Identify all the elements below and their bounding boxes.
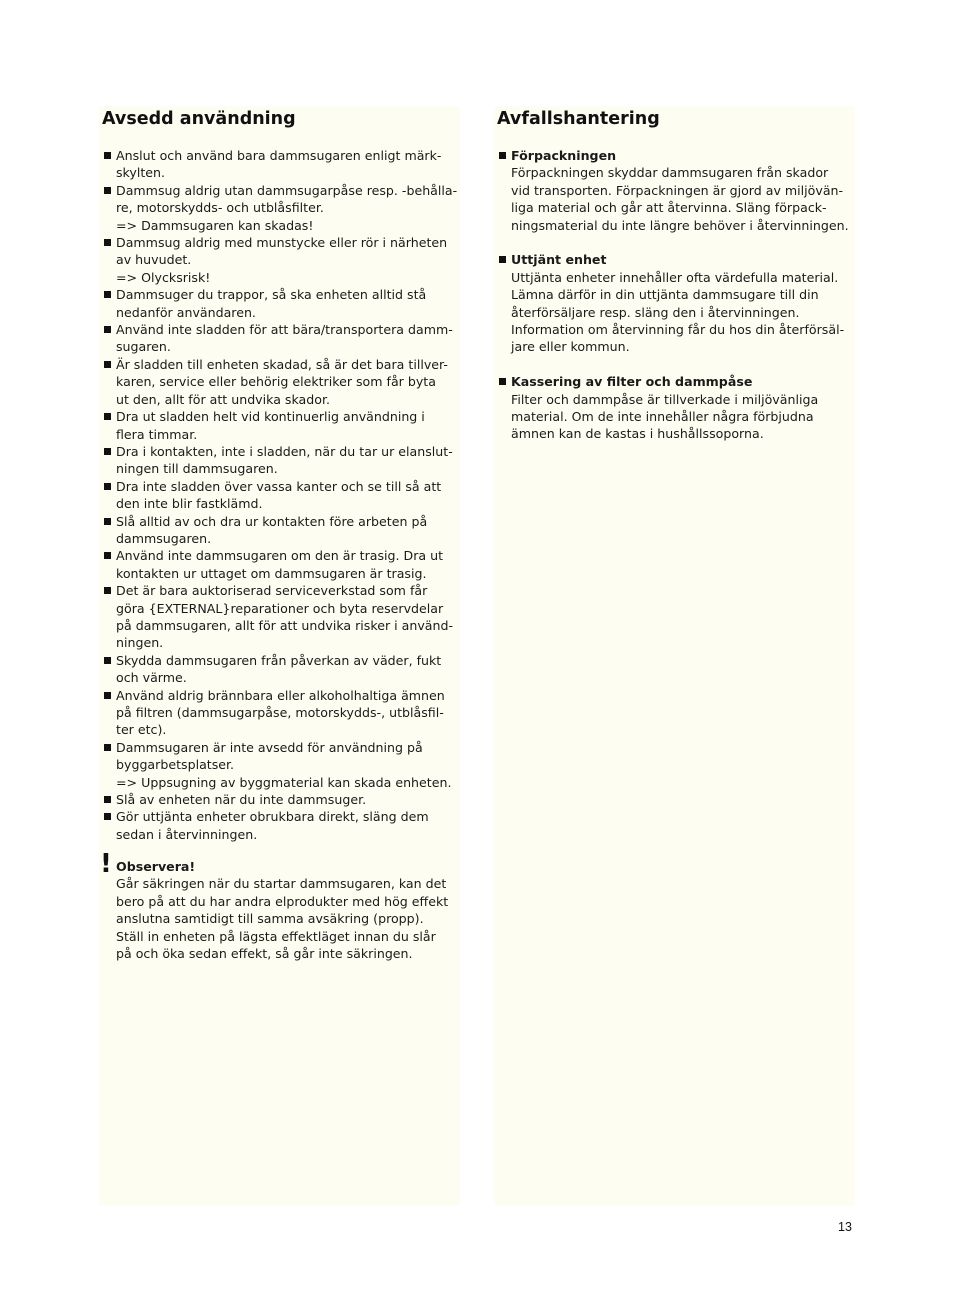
- list-item-text: och värme.: [116, 670, 187, 686]
- left-column: [99, 106, 460, 1206]
- list-item-text: Anslut och använd bara dammsugaren enligt märk-: [116, 148, 442, 163]
- exclamation-icon: !: [100, 849, 112, 879]
- list-item-text: Gör uttjänta enheter obrukbara direkt, släng dem: [116, 809, 429, 825]
- square-bullet-icon: [499, 256, 506, 263]
- list-item-text: => Uppsugning av byggmaterial kan skada enheten.: [116, 774, 452, 790]
- page-number: 13: [838, 1220, 852, 1234]
- section-title-waste-handling: Avfallshantering: [497, 109, 660, 129]
- list-item: [116, 147, 466, 182]
- square-bullet-icon: [104, 187, 111, 194]
- square-bullet-icon: [104, 813, 111, 820]
- list-item-text: sedan i återvinningen.: [116, 826, 258, 842]
- square-bullet-icon: [104, 587, 111, 594]
- list-item-text: skylten.: [116, 165, 166, 181]
- list-item-text: Använd inte sladden för att bära/transportera damm-: [116, 322, 453, 338]
- square-bullet-icon: [104, 152, 111, 159]
- list-item-text: på filtren (dammsugarpåse, motorskydds-, utblåsfil-: [116, 705, 444, 720]
- list-item-text: vid transporten. Förpackningen är gjord av miljövän-: [511, 182, 844, 198]
- list-item: [511, 147, 861, 234]
- list-item-text: Dra inte sladden över vassa kanter och se till så att: [116, 478, 442, 494]
- list-item: [116, 234, 466, 286]
- list-item: [116, 286, 466, 321]
- list-item: [116, 478, 466, 513]
- list-item-text: kontakten ur uttaget om dammsugaren är trasig.: [116, 565, 427, 581]
- list-item-text: Dra ut sladden helt vid kontinuerlig användning i: [116, 409, 425, 425]
- square-bullet-icon: [104, 239, 111, 246]
- list-item-text: Uttjänta enheter innehåller ofta värdefulla material.: [511, 269, 839, 285]
- square-bullet-icon: [104, 483, 111, 490]
- list-item: [116, 582, 466, 652]
- list-item-text: ningen.: [116, 635, 164, 651]
- list-item-heading: Kassering av filter och dammpåse: [511, 374, 753, 390]
- list-item-text: på dammsugaren, allt för att undvika risker i använd-: [116, 617, 454, 633]
- safety-instructions-list: [116, 147, 466, 843]
- observe-text-line: på och öka sedan effekt, så går inte säkringen.: [116, 946, 413, 962]
- list-item: [511, 373, 861, 443]
- list-item-text: Information om återvinning får du hos din återförsäl-: [511, 322, 845, 338]
- list-item-text: Dammsugaren är inte avsedd för användning på: [116, 739, 423, 755]
- list-item: [116, 182, 466, 234]
- square-bullet-icon: [104, 552, 111, 559]
- list-item-text: sugaren.: [116, 339, 171, 355]
- list-item-text: Slå av enheten när du inte dammsuger.: [116, 792, 367, 808]
- square-bullet-icon: [104, 692, 111, 699]
- list-item-text: den inte blir fastklämd.: [116, 496, 263, 512]
- waste-handling-list: [511, 147, 861, 460]
- square-bullet-icon: [104, 326, 111, 333]
- list-item-text: => Olycksrisk!: [116, 269, 211, 285]
- square-bullet-icon: [104, 413, 111, 420]
- list-item: [116, 356, 466, 408]
- square-bullet-icon: [104, 291, 111, 298]
- list-item: [511, 251, 861, 355]
- list-item-text: Använd aldrig brännbara eller alkoholhaltiga ämnen: [116, 687, 445, 703]
- list-item-text: av huvudet.: [116, 252, 192, 268]
- list-item-text: göra {EXTERNAL}reparationer och byta reservdelar: [116, 600, 444, 616]
- list-item-text: => Dammsugaren kan skadas!: [116, 217, 314, 233]
- list-item-text: Använd inte dammsugaren om den är trasig. Dra ut: [116, 548, 444, 564]
- list-item-heading: Uttjänt enhet: [511, 252, 607, 268]
- list-item-text: ämnen kan de kastas i hushållssoporna.: [511, 426, 764, 442]
- list-item-text: karen, service eller behörig elektriker som får byta: [116, 374, 436, 390]
- list-item-text: Dammsug aldrig med munstycke eller rör i närheten: [116, 235, 448, 251]
- list-item-text: flera timmar.: [116, 426, 198, 442]
- list-item-text: Är sladden till enheten skadad, så är det bara tillver-: [116, 356, 448, 372]
- square-bullet-icon: [499, 378, 506, 385]
- list-item: [116, 791, 466, 808]
- square-bullet-icon: [104, 518, 111, 525]
- right-column: [494, 106, 855, 1206]
- list-item-text: re, motorskydds- och utblåsfilter.: [116, 200, 324, 216]
- list-item-text: nedanför användaren.: [116, 304, 256, 320]
- list-item: [116, 547, 466, 582]
- list-item-text: Det är bara auktoriserad serviceverkstad som får: [116, 583, 428, 599]
- list-item-text: Skydda dammsugaren från påverkan av väder, fukt: [116, 652, 442, 668]
- list-item-text: återförsäljare resp. släng den i återvinningen.: [511, 304, 800, 320]
- observe-title: Observera!: [116, 859, 196, 874]
- list-item: [116, 408, 466, 443]
- square-bullet-icon: [104, 361, 111, 368]
- square-bullet-icon: [104, 744, 111, 751]
- list-item: [116, 513, 466, 548]
- list-item: [116, 808, 466, 843]
- observe-text-line: Går säkringen när du startar dammsugaren, kan det: [116, 876, 447, 892]
- list-item-heading: Förpackningen: [511, 148, 617, 163]
- list-item-text: Dammsug aldrig utan dammsugarpåse resp. -behålla-: [116, 182, 458, 198]
- list-item-text: ningsmaterial du inte längre behöver i återvinningen.: [511, 217, 849, 233]
- list-item: [116, 652, 466, 687]
- list-item-text: Dammsuger du trappor, så ska enheten alltid stå: [116, 287, 427, 303]
- list-item-text: ut den, allt för att undvika skador.: [116, 391, 331, 407]
- list-item-text: Filter och dammpåse är tillverkade i miljövänliga: [511, 391, 819, 407]
- list-item: [116, 443, 466, 478]
- observe-text-line: bero på att du har andra elprodukter med hög effekt: [116, 893, 449, 909]
- observe-note: [100, 849, 466, 962]
- square-bullet-icon: [104, 657, 111, 664]
- section-title-intended-use: Avsedd användning: [102, 109, 296, 129]
- list-item-text: ningen till dammsugaren.: [116, 461, 278, 477]
- observe-text: [116, 875, 466, 962]
- observe-text-line: Ställ in enheten på lägsta effektläget innan du slår: [116, 928, 436, 944]
- list-item-text: Dra i kontakten, inte i sladden, när du tar ur elanslut-: [116, 443, 453, 459]
- list-item-text: liga material och går att återvinna. Släng förpack-: [511, 200, 827, 216]
- square-bullet-icon: [104, 448, 111, 455]
- list-item-text: Lämna därför in din uttjänta dammsugare till din: [511, 287, 819, 303]
- list-item: [116, 321, 466, 356]
- list-item-text: Slå alltid av och dra ur kontakten före arbeten på: [116, 513, 428, 529]
- list-item: [116, 687, 466, 739]
- list-item-text: jare eller kommun.: [511, 339, 630, 355]
- list-item-text: byggarbetsplatser.: [116, 757, 235, 773]
- list-item-text: dammsugaren.: [116, 530, 212, 546]
- list-item-text: Förpackningen skyddar dammsugaren från skador: [511, 165, 829, 181]
- list-item: [116, 739, 466, 791]
- list-item-text: material. Om de inte innehåller några förbjudna: [511, 409, 814, 425]
- square-bullet-icon: [499, 152, 506, 159]
- square-bullet-icon: [104, 796, 111, 803]
- observe-text-line: anslutna samtidigt till samma avsäkring (propp).: [116, 911, 424, 927]
- list-item-text: ter etc).: [116, 722, 167, 738]
